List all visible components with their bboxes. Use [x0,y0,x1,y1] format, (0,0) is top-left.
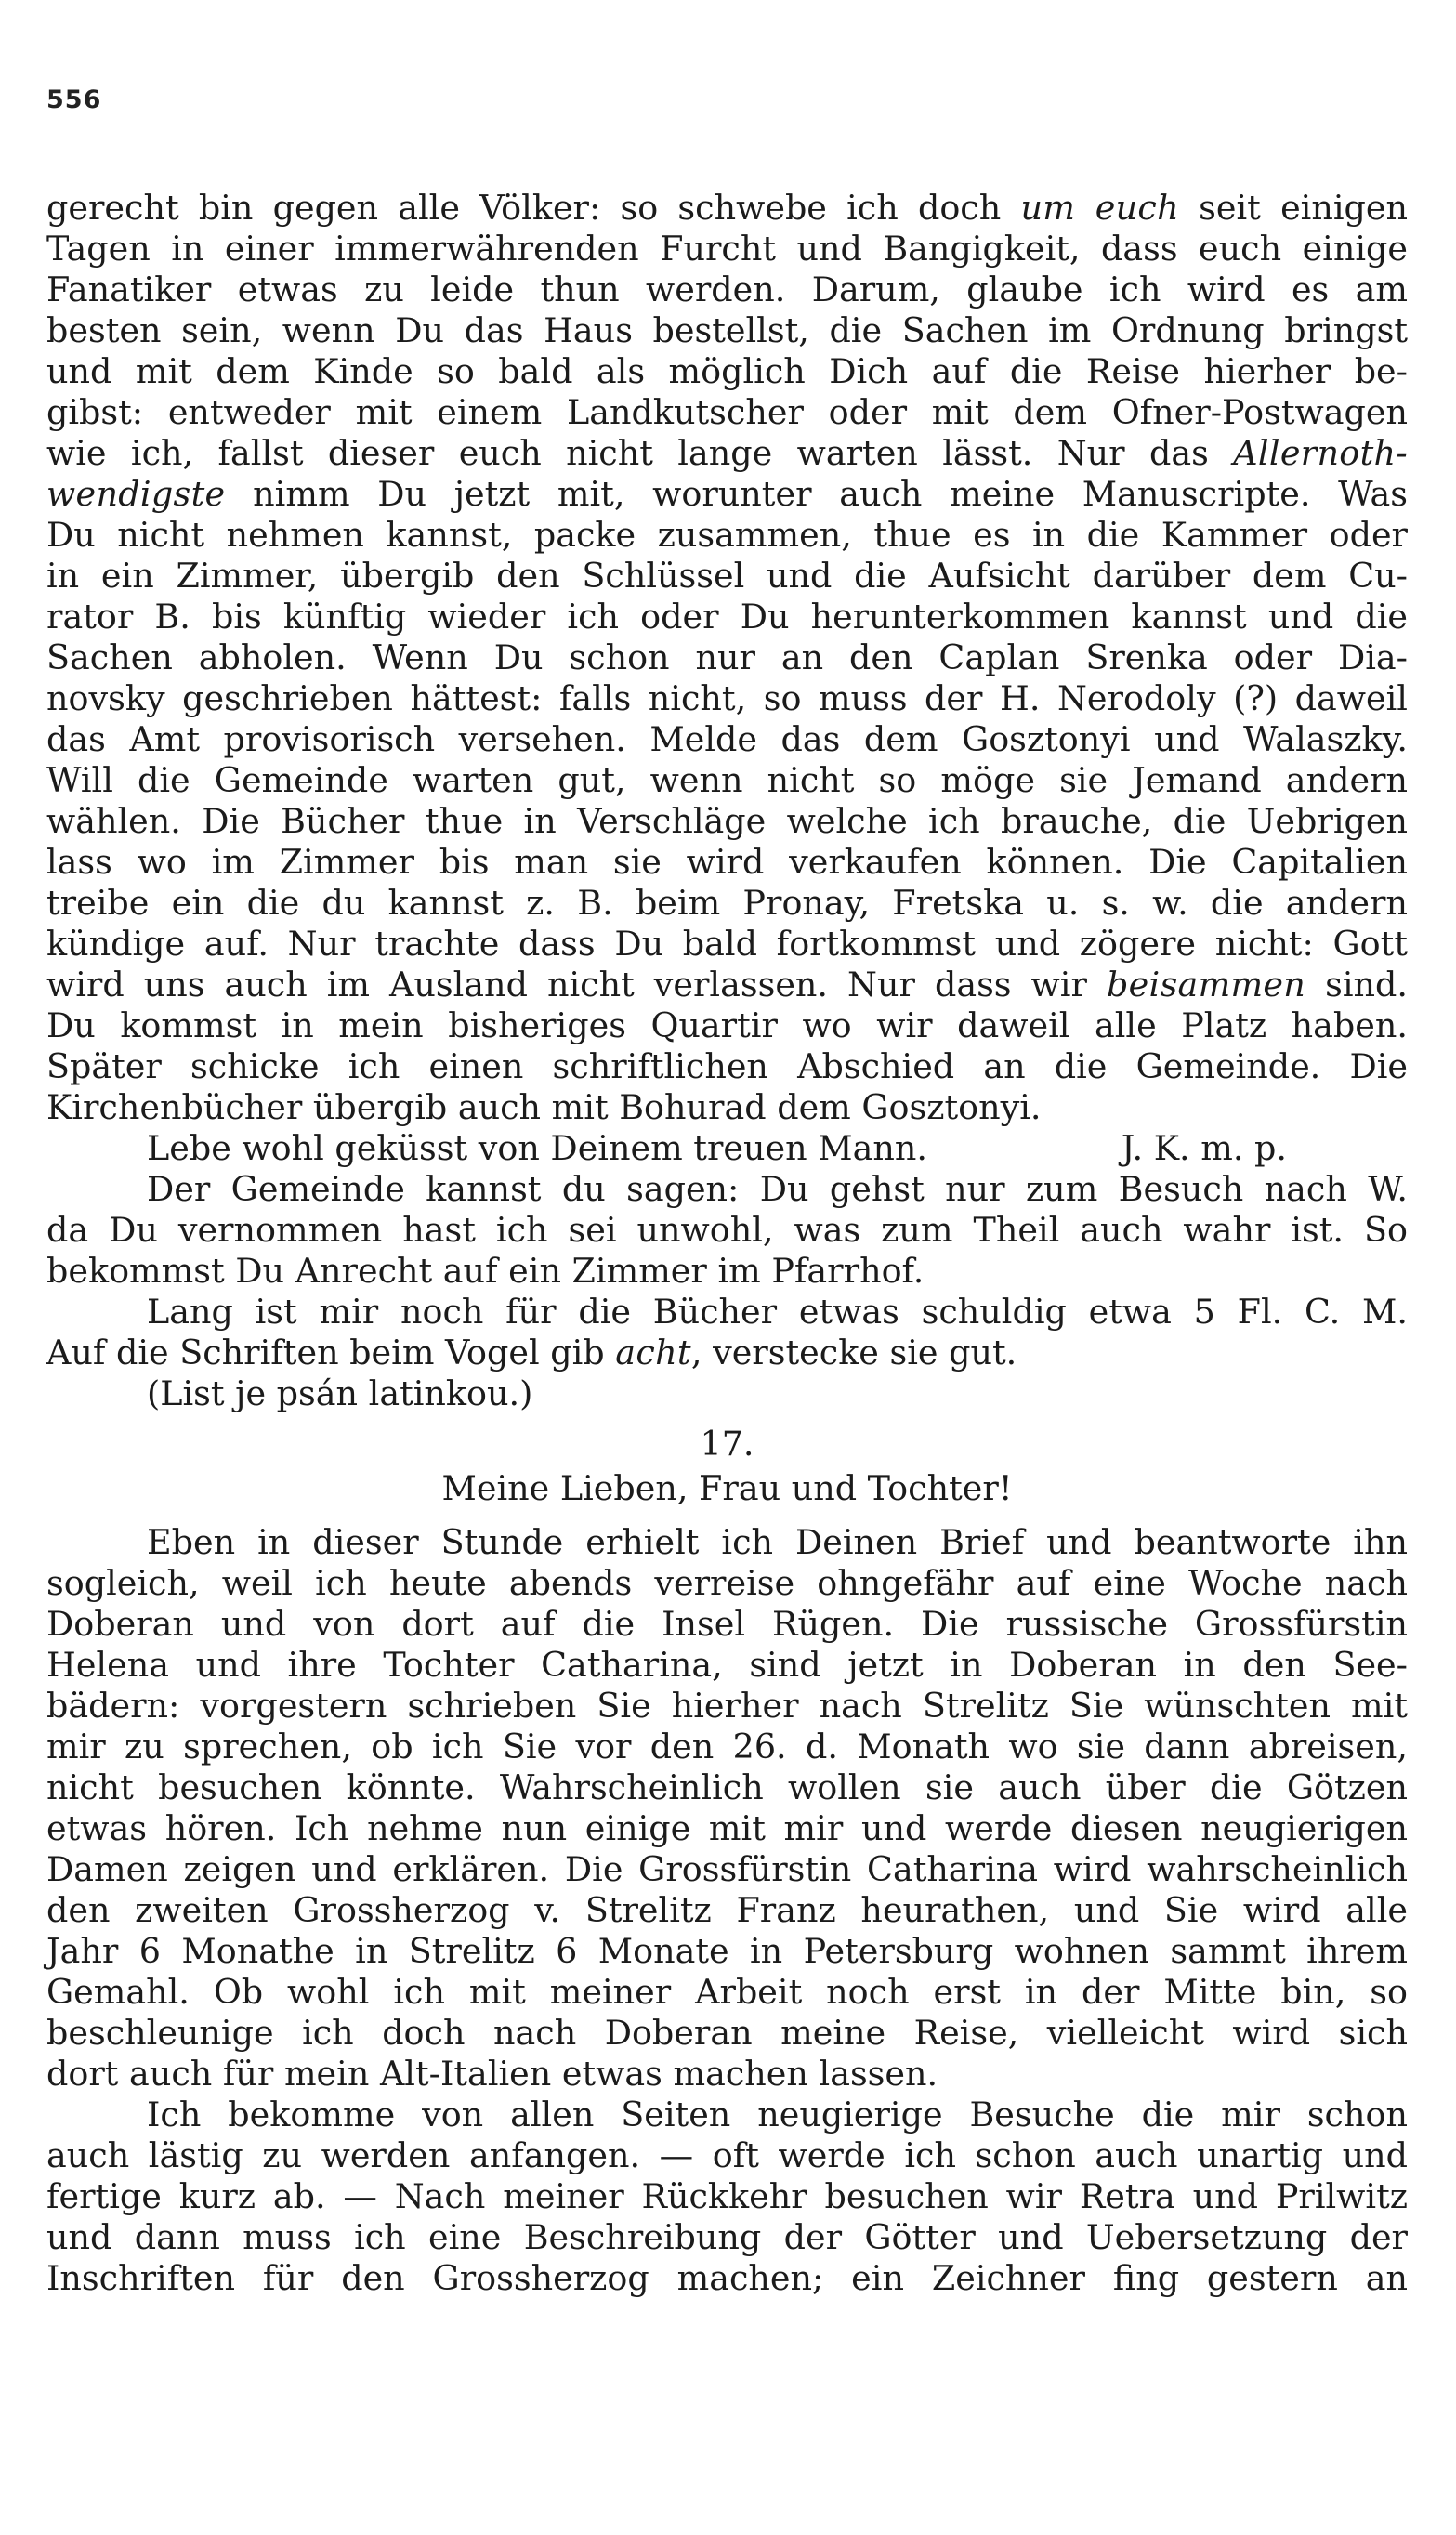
text-line: in ein Zimmer, übergib den Schlüssel und die Aufsicht darüber dem Cu- [46,556,1408,596]
postscript-1 [46,1169,1408,1292]
text-line: Auf die Schriften beim Vogel gib acht, verstecke sie gut. [46,1333,1017,1373]
text-line: Eben in dieser Stunde erhielt ich Deinen Brief und beantworte ihn [147,1522,1408,1562]
farewell-line [46,1128,1408,1169]
text-line: wählen. Die Bücher thue in Verschläge welche ich brauche, die Uebrigen [46,801,1408,841]
text-line: fertige kurz ab. — Nach meiner Rückkehr besuchen wir Retra und Prilwitz [46,2176,1408,2216]
text-line: dort auch für mein Alt-Italien etwas machen lassen. [46,2054,938,2094]
text-line: rator B. bis künftig wieder ich oder Du herunterkommen kannst und die [46,597,1408,637]
text-line: Kirchenbücher übergib auch mit Bohurad dem Gosztonyi. [46,1087,1042,1127]
text-line: Du kommst in mein bisheriges Quartir wo wir daweil alle Platz haben. [46,1005,1408,1045]
text-line: Helena und ihre Tochter Catharina, sind jetzt in Doberan in den See- [46,1645,1408,1685]
emphasis: wendigste [46,474,226,514]
text-line: beschleunige ich doch nach Doberan meine Reise, vielleicht wird sich [46,2013,1408,2053]
text-line: kündige auf. Nur trachte dass Du bald fortkommst und zögere nicht: Gott [46,924,1408,964]
text-line: Der Gemeinde kannst du sagen: Du gehst nur zum Besuch nach W. [147,1169,1408,1209]
letter-17-paragraph-1 [46,1522,1408,2095]
text-line: gerecht bin gegen alle Völker: so schwebe ich doch um euch seit einigen [46,188,1408,228]
text-line: das Amt provisorisch versehen. Melde das dem Gosztonyi und Walaszky. [46,719,1408,759]
text-line: bekommst Du Anrecht auf ein Zimmer im Pfarrhof. [46,1251,925,1291]
emphasis: beisammen [1106,965,1306,1005]
text-line: treibe ein die du kannst z. B. beim Pronay, Fretska u. s. w. die andern [46,883,1408,923]
text-line: bädern: vorgestern schrieben Sie hierher nach Strelitz Sie wünschten mit [46,1686,1408,1726]
text-line: Später schicke ich einen schriftlichen Abschied an die Gemeinde. Die [46,1046,1408,1086]
text-line: novsky geschrieben hättest: falls nicht, so muss der H. Nerodoly (?) daweil [46,678,1408,718]
farewell-text: Lebe wohl geküsst von Deinem treuen Mann. [147,1128,927,1168]
signature: J. K. m. p. [1121,1128,1287,1168]
text-line: gibst: entweder mit einem Landkutscher oder mit dem Ofner-Postwagen [46,392,1408,432]
emphasis: um euch [1020,188,1179,228]
emphasis: Allernoth- [1233,433,1408,473]
text-line: Doberan und von dort auf die Insel Rügen. Die russische Grossfürstin [46,1604,1408,1644]
text-line: wie ich, fallst dieser euch nicht lange warten lässt. Nur das Allernoth- [46,433,1408,473]
letter-number: 17. [700,1424,754,1464]
text-line: da Du vernommen hast ich sei unwohl, was zum Theil auch wahr ist. So [46,1210,1408,1250]
text-line: Damen zeigen und erklären. Die Grossfürstin Catharina wird wahrscheinlich [46,1849,1408,1889]
text-line: Gemahl. Ob wohl ich mit meiner Arbeit noch erst in der Mitte bin, so [46,1972,1408,2012]
text-line: und dann muss ich eine Beschreibung der Götter und Uebersetzung der [46,2217,1408,2257]
text-line: mir zu sprechen, ob ich Sie vor den 26. d. Monath wo sie dann abreisen, [46,1727,1408,1767]
page-body [46,188,1408,2299]
text-line: Du nicht nehmen kannst, packe zusammen, thue es in die Kammer oder [46,515,1408,555]
text-line: Sachen abholen. Wenn Du schon nur an den Caplan Srenka oder Dia- [46,637,1408,677]
text-line: Tagen in einer immerwährenden Furcht und Bangigkeit, dass euch einige [46,229,1408,269]
text-line: Ich bekomme von allen Seiten neugierige Besuche die mir schon [147,2095,1408,2134]
emphasis: acht [615,1333,691,1373]
text-line: Will die Gemeinde warten gut, wenn nicht so möge sie Jemand andern [46,760,1408,800]
text-line: Lang ist mir noch für die Bücher etwas schuldig etwa 5 Fl. C. M. [147,1292,1408,1332]
editorial-note: (List je psán latinkou.) [147,1373,533,1413]
page-number: 556 [46,85,102,114]
text-line: Jahr 6 Monathe in Strelitz 6 Monate in Petersburg wohnen sammt ihrem [46,1931,1408,1971]
text-line: den zweiten Grossherzog v. Strelitz Franz heurathen, und Sie wird alle [46,1890,1408,1930]
postscript-2 [46,1292,1408,1373]
text-line: sogleich, weil ich heute abends verreise ohngefähr auf eine Woche nach [46,1563,1408,1603]
letter-continuation-paragraph [46,188,1408,1128]
text-line: Inschriften für den Grossherzog machen; ein Zeichner fing gestern an [46,2258,1408,2298]
text-line: auch lästig zu werden anfangen. — oft werde ich schon auch unartig und [46,2135,1408,2175]
letter-17-paragraph-2 [46,2095,1408,2299]
text-line: nicht besuchen könnte. Wahrscheinlich wollen sie auch über die Götzen [46,1767,1408,1807]
text-line: etwas hören. Ich nehme nun einige mit mir und werde diesen neugierigen [46,1808,1408,1848]
text-line: und mit dem Kinde so bald als möglich Dich auf die Reise hierher be- [46,351,1408,391]
text-line: lass wo im Zimmer bis man sie wird verkaufen können. Die Capitalien [46,842,1408,882]
text-line: wendigste nimm Du jetzt mit, worunter auch meine Manuscripte. Was [46,474,1408,514]
text-line: besten sein, wenn Du das Haus bestellst, die Sachen im Ordnung bringst [46,310,1408,350]
text-line: wird uns auch im Ausland nicht verlassen. Nur dass wir beisammen sind. [46,965,1409,1005]
letter-salutation: Meine Lieben, Frau und Tochter! [441,1468,1013,1508]
text-line: Fanatiker etwas zu leide thun werden. Darum, glaube ich wird es am [46,269,1408,309]
